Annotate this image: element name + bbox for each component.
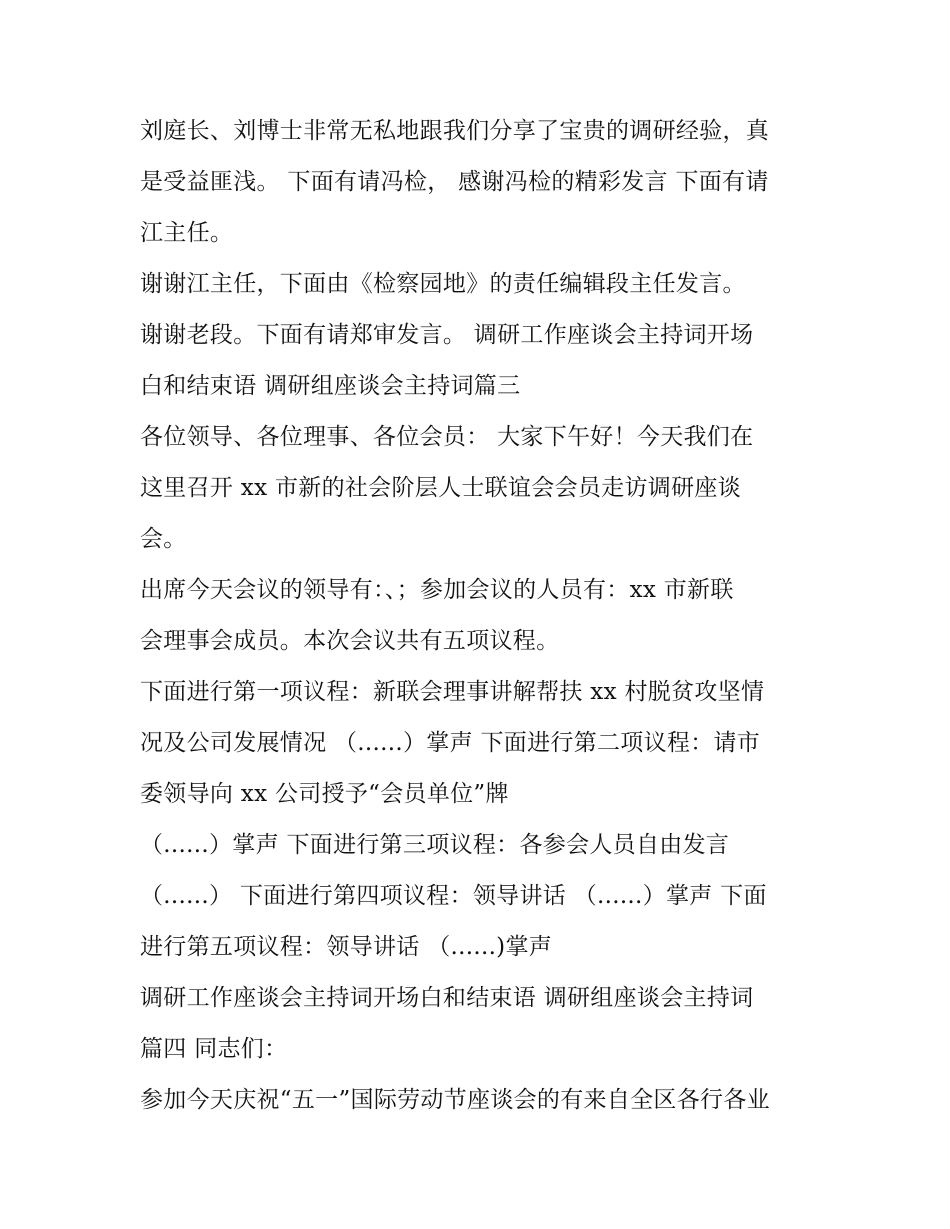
text-line: 谢谢老段。下面有请郑审发言。 调研工作座谈会主持词开场 — [140, 322, 754, 348]
text-line: 谢谢江主任，下面由《检察园地》的责任编辑段主任发言。 — [140, 271, 746, 297]
text-line: （......） 下面进行第四项议程：领导讲话 （......）掌声 下面 — [140, 883, 767, 909]
text-line: 江主任。 — [140, 220, 234, 246]
text-line: 会。 — [140, 526, 187, 552]
paragraph — [140, 106, 820, 259]
text-line: （......）掌声 下面进行第三项议程：各参会人员自由发言 — [140, 832, 730, 858]
text-line: 篇四 同志们： — [140, 1036, 288, 1062]
text-line: 出席今天会议的领导有：、；参加会议的人员有：xx 市新联 — [140, 577, 734, 603]
paragraph — [140, 412, 820, 565]
paragraph — [140, 259, 820, 310]
text-line: 下面进行第一项议程：新联会理事讲解帮扶 xx 村脱贫攻坚情 — [140, 679, 765, 705]
paragraph — [140, 310, 820, 412]
text-line: 这里召开 xx 市新的社会阶层人士联谊会会员走访调研座谈 — [140, 475, 741, 501]
paragraph — [140, 565, 820, 667]
text-line: 参加今天庆祝“五一”国际劳动节座谈会的有来自全区各行各业 — [140, 1087, 770, 1113]
text-line: 会理事会成员。本次会议共有五项议程。 — [140, 628, 560, 654]
paragraph — [140, 667, 820, 820]
document-body — [140, 106, 820, 1126]
text-line: 各位领导、各位理事、各位会员： 大家下午好！今天我们在 — [140, 424, 754, 450]
text-line: 调研工作座谈会主持词开场白和结束语 调研组座谈会主持词 — [140, 985, 754, 1011]
text-line: 是受益匪浅。 下面有请冯检， 感谢冯检的精彩发言 下面有请 — [140, 169, 769, 195]
paragraph — [140, 820, 820, 973]
paragraph — [140, 1075, 820, 1126]
text-line: 况及公司发展情况 （......）掌声 下面进行第二项议程：请市 — [140, 730, 761, 756]
text-line: 委领导向 xx 公司授予“会员单位”牌 — [140, 781, 509, 807]
text-line: 白和结束语 调研组座谈会主持词篇三 — [140, 373, 521, 399]
text-line: 进行第五项议程：领导讲话 （......)掌声 — [140, 934, 553, 960]
paragraph — [140, 973, 820, 1075]
text-line: 刘庭长、刘博士非常无私地跟我们分享了宝贵的调研经验，真 — [140, 118, 770, 144]
